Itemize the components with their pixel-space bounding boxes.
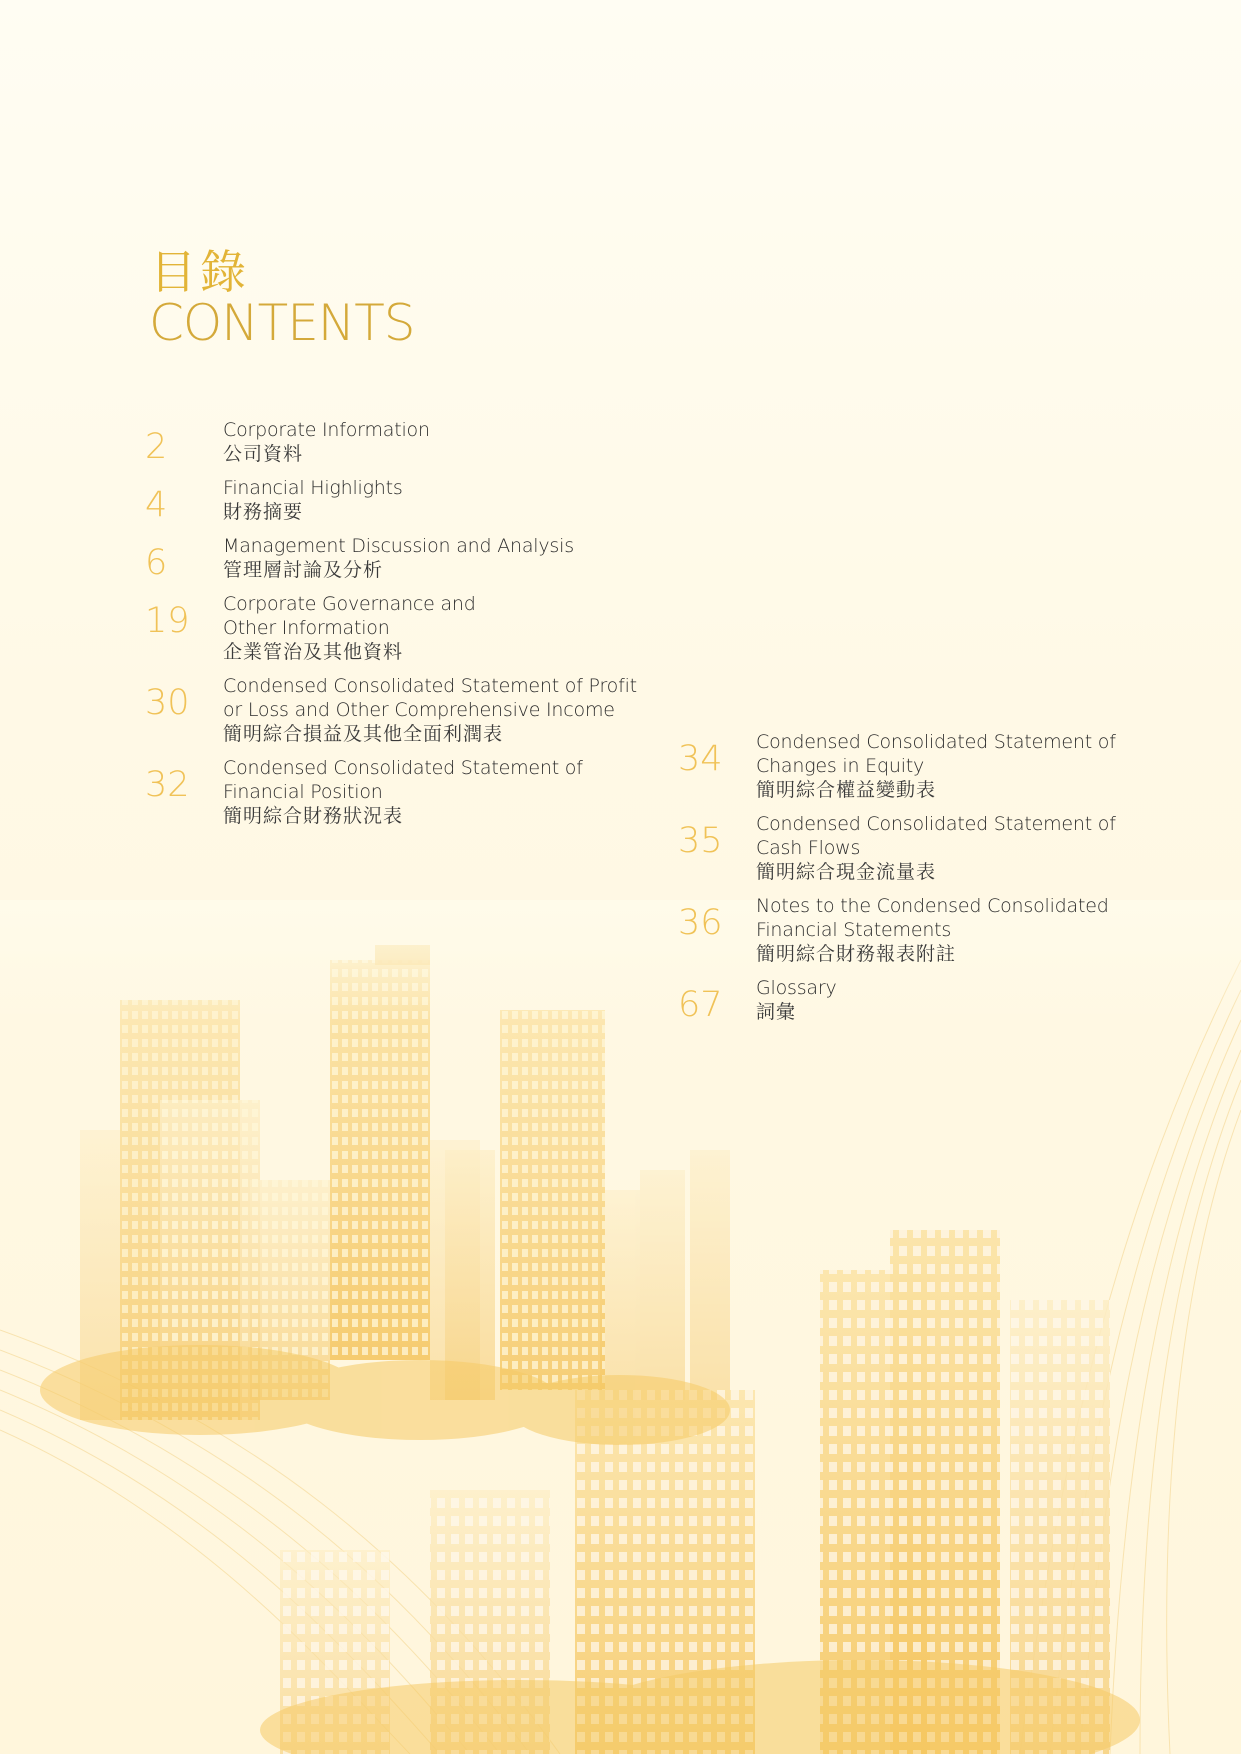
toc-entry-cash-flows[interactable] <box>678 812 1138 884</box>
toc-title-en: Condensed Consolidated Statement of Changes in Equity <box>756 731 1116 777</box>
toc-page-number: 4 <box>145 485 168 525</box>
toc-entry-glossary[interactable] <box>678 976 1138 1024</box>
toc-title-zh: 詞彙 <box>756 1001 797 1023</box>
toc-title-zh: 簡明綜合現金流量表 <box>756 861 937 883</box>
toc-title-zh: 財務摘要 <box>223 501 304 523</box>
toc-page-number: 19 <box>145 601 190 641</box>
toc-title-zh: 管理層討論及分析 <box>223 559 384 581</box>
toc-entry-management-discussion[interactable] <box>145 534 645 582</box>
toc-title-en: Condensed Consolidated Statement of Financial Position <box>223 757 583 803</box>
toc-page-number: 6 <box>145 543 168 583</box>
toc-entry-notes[interactable] <box>678 894 1138 966</box>
toc-entry-changes-in-equity[interactable] <box>678 730 1138 802</box>
toc-title-en: Notes to the Condensed Consolidated Financial Statements <box>756 895 1109 941</box>
toc-title-en: Financial Highlights <box>223 477 403 499</box>
toc-title-en: Glossary <box>756 977 837 999</box>
toc-title-en: Condensed Consolidated Statement of Cash Flows <box>756 813 1116 859</box>
toc-page-number: 36 <box>678 903 723 943</box>
toc-title-en: Corporate Information <box>223 419 430 441</box>
page-title: CONTENTS <box>149 294 415 352</box>
toc-page-number: 30 <box>145 683 190 723</box>
toc-entry-corporate-information[interactable] <box>145 418 645 466</box>
toc-page-number: 34 <box>678 739 723 779</box>
toc-page-number: 35 <box>678 821 723 861</box>
toc-title-en: Corporate Governance and Other Information <box>223 593 476 639</box>
toc-title-zh: 簡明綜合權益變動表 <box>756 779 937 801</box>
toc-title-zh: 簡明綜合財務狀況表 <box>223 805 404 827</box>
toc-title-zh: 簡明綜合損益及其他全面利潤表 <box>223 723 504 745</box>
toc-column-right <box>678 730 1138 1034</box>
toc-title-en: Management Discussion and Analysis <box>223 535 574 557</box>
toc-entry-financial-highlights[interactable] <box>145 476 645 524</box>
toc-entry-financial-position[interactable] <box>145 756 645 828</box>
toc-column-left <box>145 418 645 838</box>
toc-title-zh: 簡明綜合財務報表附註 <box>756 943 957 965</box>
page-title-chinese: 目錄 <box>150 245 250 299</box>
toc-page-number: 32 <box>145 765 190 805</box>
toc-entry-corporate-governance[interactable] <box>145 592 645 664</box>
toc-page-number: 2 <box>145 427 168 467</box>
toc-entry-profit-or-loss[interactable] <box>145 674 645 746</box>
toc-page-number: 67 <box>678 985 723 1025</box>
toc-title-en: Condensed Consolidated Statement of Profit or Loss and Other Comprehensive Income <box>223 675 637 721</box>
toc-title-zh: 公司資料 <box>223 443 304 465</box>
toc-title-zh: 企業管治及其他資料 <box>223 641 404 663</box>
